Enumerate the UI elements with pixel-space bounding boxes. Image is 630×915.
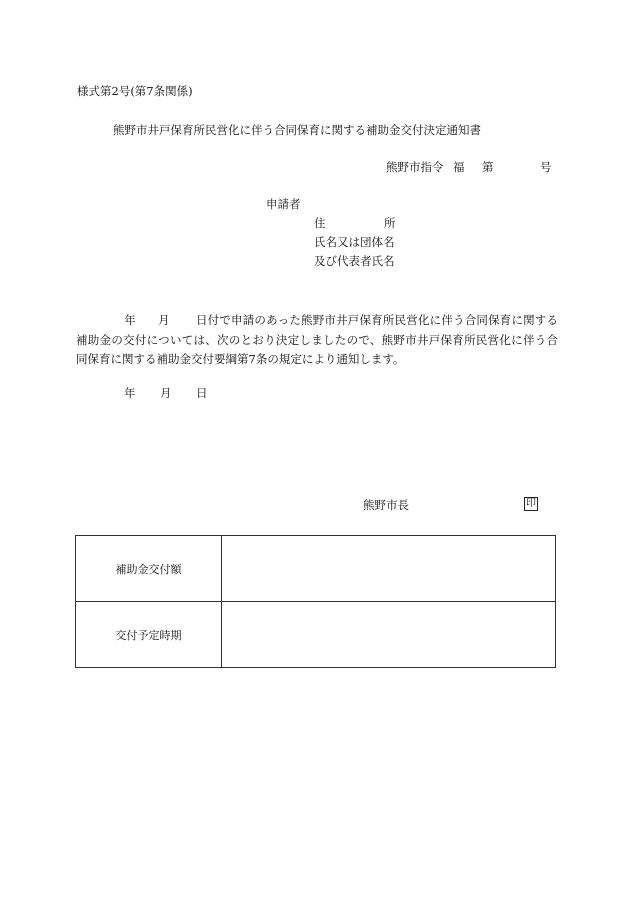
table-row — [76, 536, 556, 602]
applicant-address-label-1: 住 — [314, 216, 326, 230]
date-month: 月 — [160, 386, 172, 400]
table-row — [76, 602, 556, 668]
applicant-name-label: 氏名又は団体名 — [314, 235, 395, 249]
doc-number-prefix: 熊野市指令 — [386, 160, 444, 174]
applicant-representative-label: 及び代表者氏名 — [314, 254, 395, 268]
subsidy-amount-label: 補助金交付額 — [76, 536, 222, 602]
applicant-address-label-2: 所 — [384, 216, 396, 230]
seal-mark: 印 — [526, 498, 536, 509]
date-year: 年 — [124, 386, 136, 400]
body-month: 月 — [157, 313, 170, 327]
doc-number-go: 号 — [540, 160, 552, 174]
document-title: 熊野市井戸保育所民営化に伴う合同保育に関する補助金交付決定通知書 — [113, 123, 481, 137]
mayor-signature: 熊野市長 — [363, 498, 409, 512]
body-year: 年 — [124, 313, 136, 327]
delivery-schedule-field[interactable] — [222, 602, 556, 668]
applicant-heading: 申請者 — [266, 197, 301, 211]
delivery-schedule-label: 交付予定時期 — [76, 602, 222, 668]
date-line — [0, 388, 630, 402]
body-text: 日付で申請のあった熊野市井戸保育所民営化に伴う合同保育に関する補助金の交付については、次のとおり決定しましたので、熊野市井戸保育所民営化に伴う合同保育に関する補助金交付要綱第7条の規定により通知します。 — [76, 313, 559, 366]
form-number-label: 様式第2号(第7条関係) — [77, 84, 193, 98]
date-day: 日 — [196, 386, 208, 400]
subsidy-amount-field[interactable] — [222, 536, 556, 602]
notification-body — [76, 311, 558, 370]
doc-number-dai: 第 — [482, 160, 494, 174]
doc-number-dept: 福 — [453, 160, 465, 174]
subsidy-info-table — [75, 535, 556, 668]
